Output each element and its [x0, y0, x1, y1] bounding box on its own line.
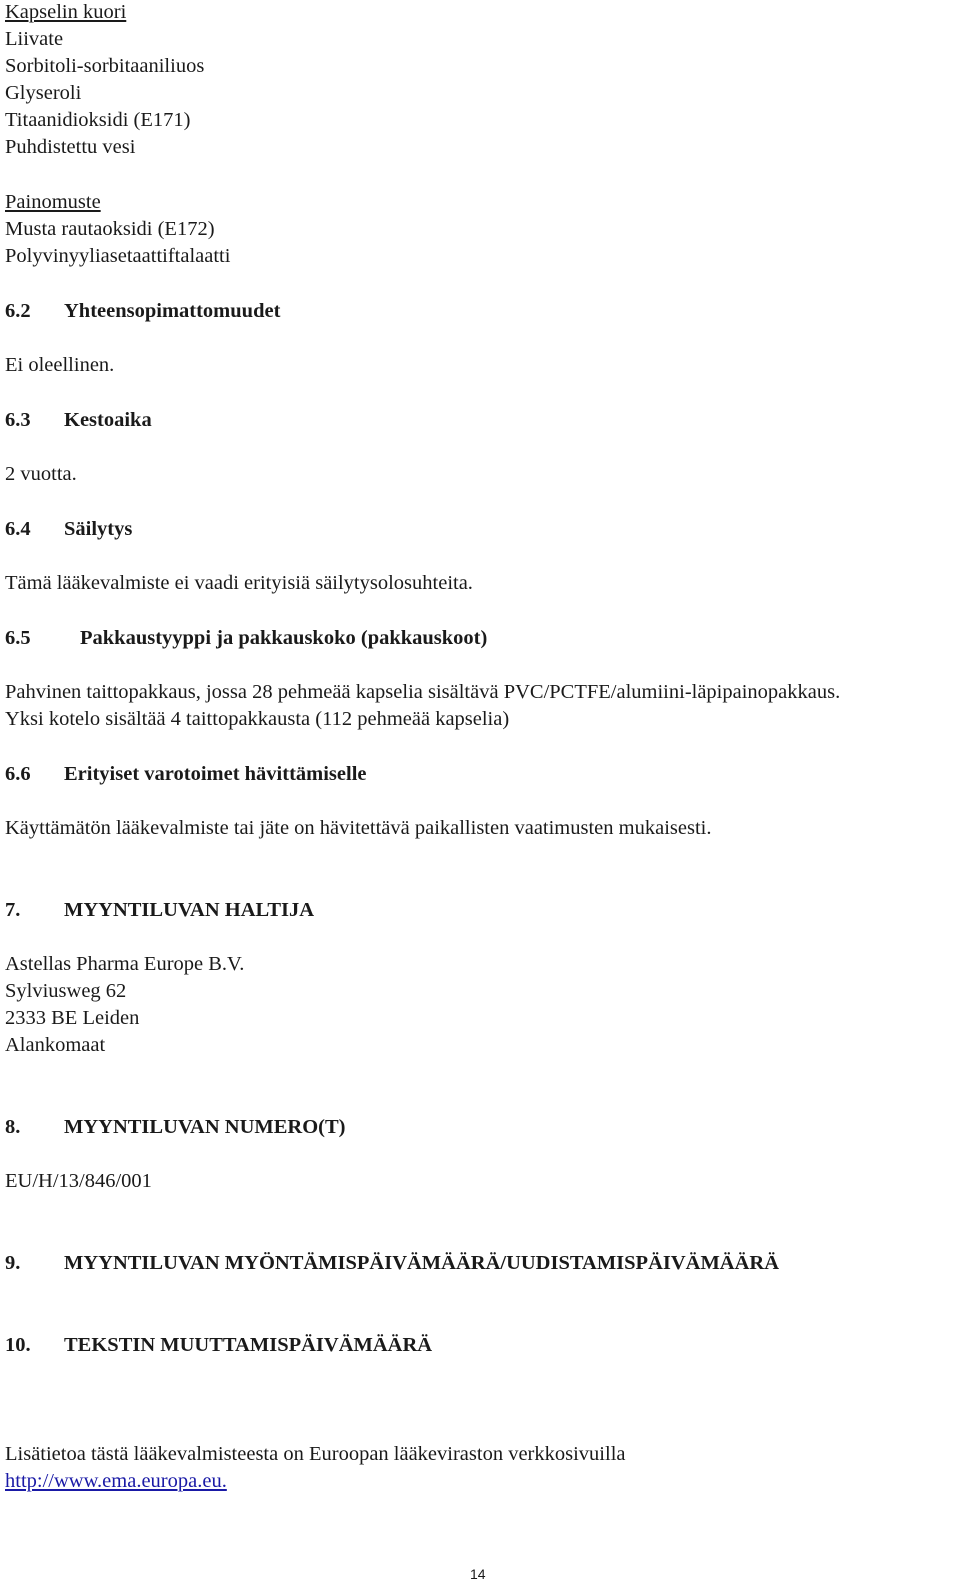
section-number: 6.6: [5, 763, 31, 785]
address-line: 2333 BE Leiden: [5, 1007, 140, 1029]
section-heading-7: [5, 898, 314, 922]
capsule-shell-item: Puhdistettu vesi: [5, 136, 136, 158]
section-text-6-5-line2: Yksi kotelo sisältää 4 taittopakkausta (112 pehmeää kapselia): [5, 708, 510, 730]
ema-website-link[interactable]: http://www.ema.europa.eu.: [5, 1470, 227, 1492]
section-text-6-6: Käyttämätön lääkevalmiste tai jäte on hävitettävä paikallisten vaatimusten mukaisesti.: [5, 817, 712, 839]
printing-ink-item: Polyvinyyliasetaattiftalaatti: [5, 245, 231, 267]
section-title: Kestoaika: [64, 409, 152, 431]
section-text-6-3: 2 vuotta.: [5, 463, 77, 485]
section-number: 6.2: [5, 300, 31, 322]
section-text-6-2: Ei oleellinen.: [5, 354, 115, 376]
section-heading-8: [5, 1115, 346, 1139]
printing-ink-heading: Painomuste: [5, 191, 101, 213]
section-heading-6-4: [5, 517, 132, 541]
section-heading-6-2: [5, 299, 280, 323]
section-heading-6-6: [5, 762, 367, 786]
section-text-6-5-line1: Pahvinen taittopakkaus, jossa 28 pehmeää kapselia sisältävä PVC/PCTFE/alumiini-läpipainopakkaus.: [5, 681, 841, 703]
section-title: Erityiset varotoimet hävittämiselle: [64, 763, 367, 785]
section-title: MYYNTILUVAN NUMERO(T): [64, 1116, 346, 1138]
footer-info-text: Lisätietoa tästä lääkevalmisteesta on Euroopan lääkeviraston verkkosivuilla: [5, 1443, 626, 1465]
capsule-shell-item: Glyseroli: [5, 82, 82, 104]
address-line: Astellas Pharma Europe B.V.: [5, 953, 245, 975]
section-number: 10.: [5, 1334, 31, 1356]
page-number: 14: [470, 1566, 486, 1582]
capsule-shell-item: Liivate: [5, 28, 64, 50]
section-text-6-4: Tämä lääkevalmiste ei vaadi erityisiä säilytysolosuhteita.: [5, 572, 473, 594]
section-title: MYYNTILUVAN HALTIJA: [64, 899, 315, 921]
section-title: Yhteensopimattomuudet: [64, 300, 281, 322]
address-line: Alankomaat: [5, 1034, 106, 1056]
printing-ink-item: Musta rautaoksidi (E172): [5, 218, 215, 240]
section-title: Säilytys: [64, 518, 133, 540]
section-number: 7.: [5, 899, 21, 921]
ema-website-link-line: [5, 1469, 227, 1493]
section-title: TEKSTIN MUUTTAMISPÄIVÄMÄÄRÄ: [64, 1334, 433, 1356]
capsule-shell-item: Sorbitoli-sorbitaaniliuos: [5, 55, 205, 77]
section-number: 6.3: [5, 409, 31, 431]
address-line: Sylviusweg 62: [5, 980, 127, 1002]
section-number: 6.4: [5, 518, 31, 540]
section-number: 8.: [5, 1116, 21, 1138]
section-number: 6.5: [5, 627, 31, 649]
section-heading-6-3: [5, 408, 152, 432]
section-heading-6-5: [5, 626, 487, 650]
capsule-shell-item: Titaanidioksidi (E171): [5, 109, 191, 131]
section-title: Pakkaustyyppi ja pakkauskoko (pakkauskoot): [80, 627, 488, 649]
section-heading-10: [5, 1333, 432, 1357]
section-number: 9.: [5, 1252, 21, 1274]
authorisation-number: EU/H/13/846/001: [5, 1170, 152, 1192]
section-title: MYYNTILUVAN MYÖNTÄMISPÄIVÄMÄÄRÄ/UUDISTAMISPÄIVÄMÄÄRÄ: [64, 1252, 780, 1274]
capsule-shell-heading: Kapselin kuori: [5, 1, 127, 23]
section-heading-9: [5, 1251, 779, 1275]
